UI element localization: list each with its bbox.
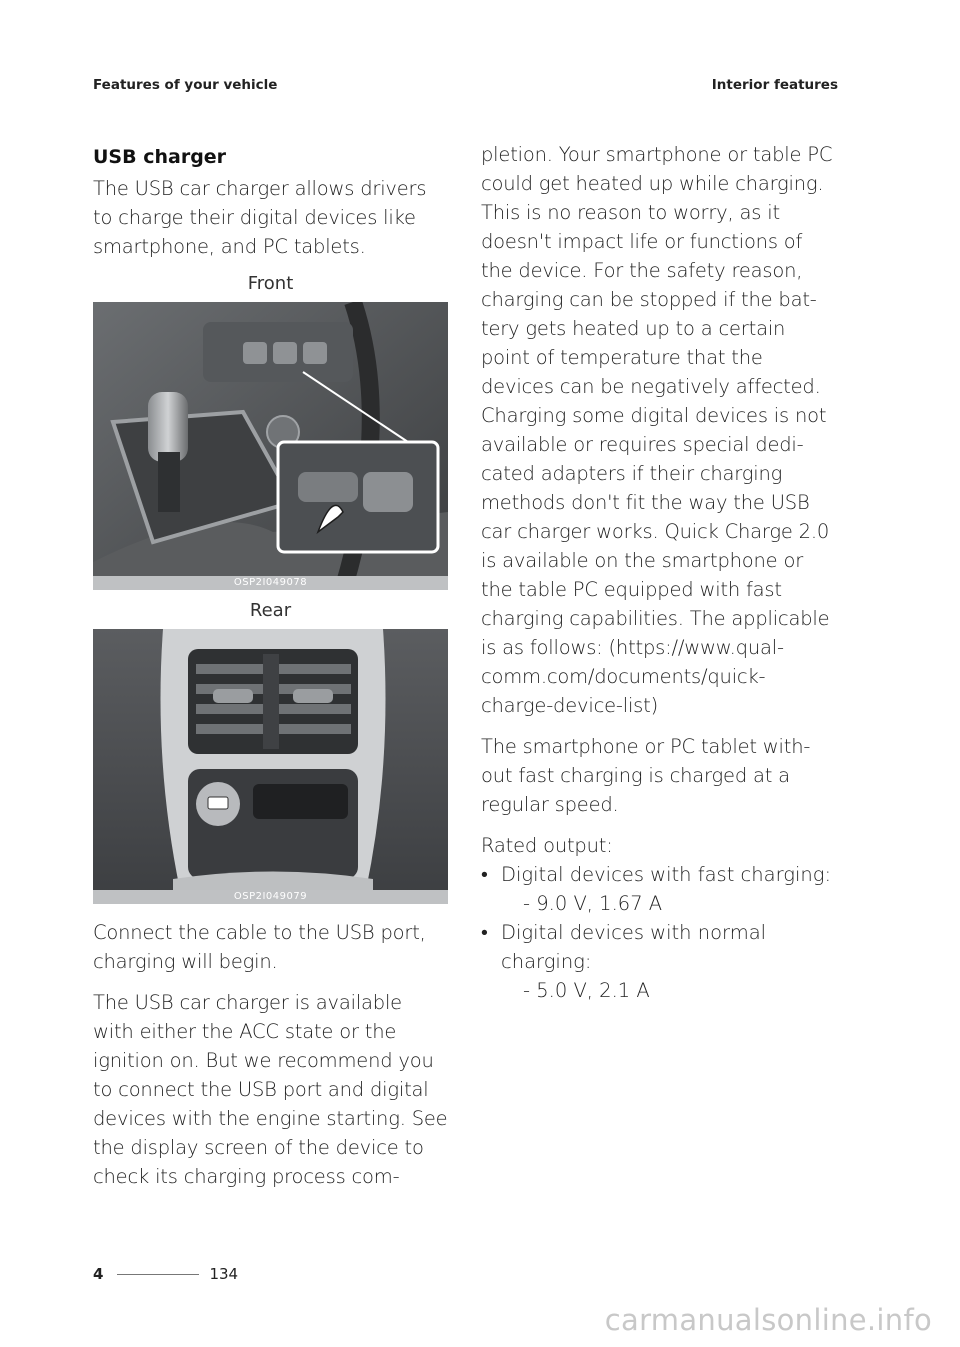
- list-item: [481, 918, 836, 1005]
- footer-divider: [117, 1274, 199, 1275]
- front-console-illustration: [93, 302, 448, 590]
- figure-rear-image: [93, 629, 448, 904]
- bullet-icon: •: [481, 921, 488, 944]
- list-item-value: - 9.0 V, 1.67 A: [523, 892, 663, 915]
- page-footer: [93, 1265, 238, 1283]
- bullet-icon: •: [481, 863, 488, 886]
- left-column: [93, 140, 448, 1203]
- chapter-number: 4: [93, 1265, 104, 1283]
- figure-rear-label: Rear: [249, 600, 292, 621]
- intro-paragraph: The USB car charger allows drivers to charge their digital devices like smartphone, and PC tablets.: [93, 177, 427, 258]
- right-column: [481, 140, 836, 1005]
- connect-paragraph: Connect the cable to the USB port, charging will begin.: [93, 921, 426, 973]
- header-chapter-title: Interior features: [711, 77, 838, 93]
- list-item-text: Digital devices with normal charging:: [501, 921, 767, 973]
- page-number: 134: [209, 1265, 239, 1283]
- rated-output-label: Rated output:: [481, 834, 613, 857]
- list-item-text: Digital devices with fast charging:: [501, 863, 832, 886]
- rear-console-illustration: [93, 629, 448, 904]
- rated-output-list: [481, 860, 836, 1005]
- figure-front-image: [93, 302, 448, 590]
- list-item-value: - 5.0 V, 2.1 A: [523, 979, 650, 1002]
- continuation-paragraph: pletion. Your smartphone or table PC could get heated up while charging. This is no reason to worry, as it doesn't impact life or functions of the device. For the safety reason, charging can be stopped if the bat- tery gets heated up to a certain point of temperature that the devices can be negatively affected. Charging some digital devices is not available or requires special dedi- cated adapters if their charging methods don't fit the way the USB car charger works. Quick Charge 2.0 is available on the smartphone or the table PC equipped with fast charging capabilities. The applicable is as follows: (https://www.qual- comm.com/documents/quick- charge-device-list): [481, 143, 833, 717]
- list-item: [481, 860, 836, 918]
- regular-speed-paragraph: The smartphone or PC tablet with- out fast charging is charged at a regular speed.: [481, 735, 811, 816]
- site-watermark: carmanualsonline.info: [604, 1303, 932, 1337]
- figure-front-code: OSP2I049078: [93, 576, 448, 590]
- figure-front-label: Front: [247, 273, 294, 294]
- availability-paragraph: The USB car charger is available with either the ACC state or the ignition on. But we recommend you to connect the USB port and digital devices with the engine starting. See the display screen of the device to check its charging process com-: [93, 991, 448, 1188]
- header-section-title: Features of your vehicle: [93, 77, 278, 93]
- figure-rear-code: OSP2I049079: [93, 890, 448, 904]
- section-title: USB charger: [93, 146, 227, 168]
